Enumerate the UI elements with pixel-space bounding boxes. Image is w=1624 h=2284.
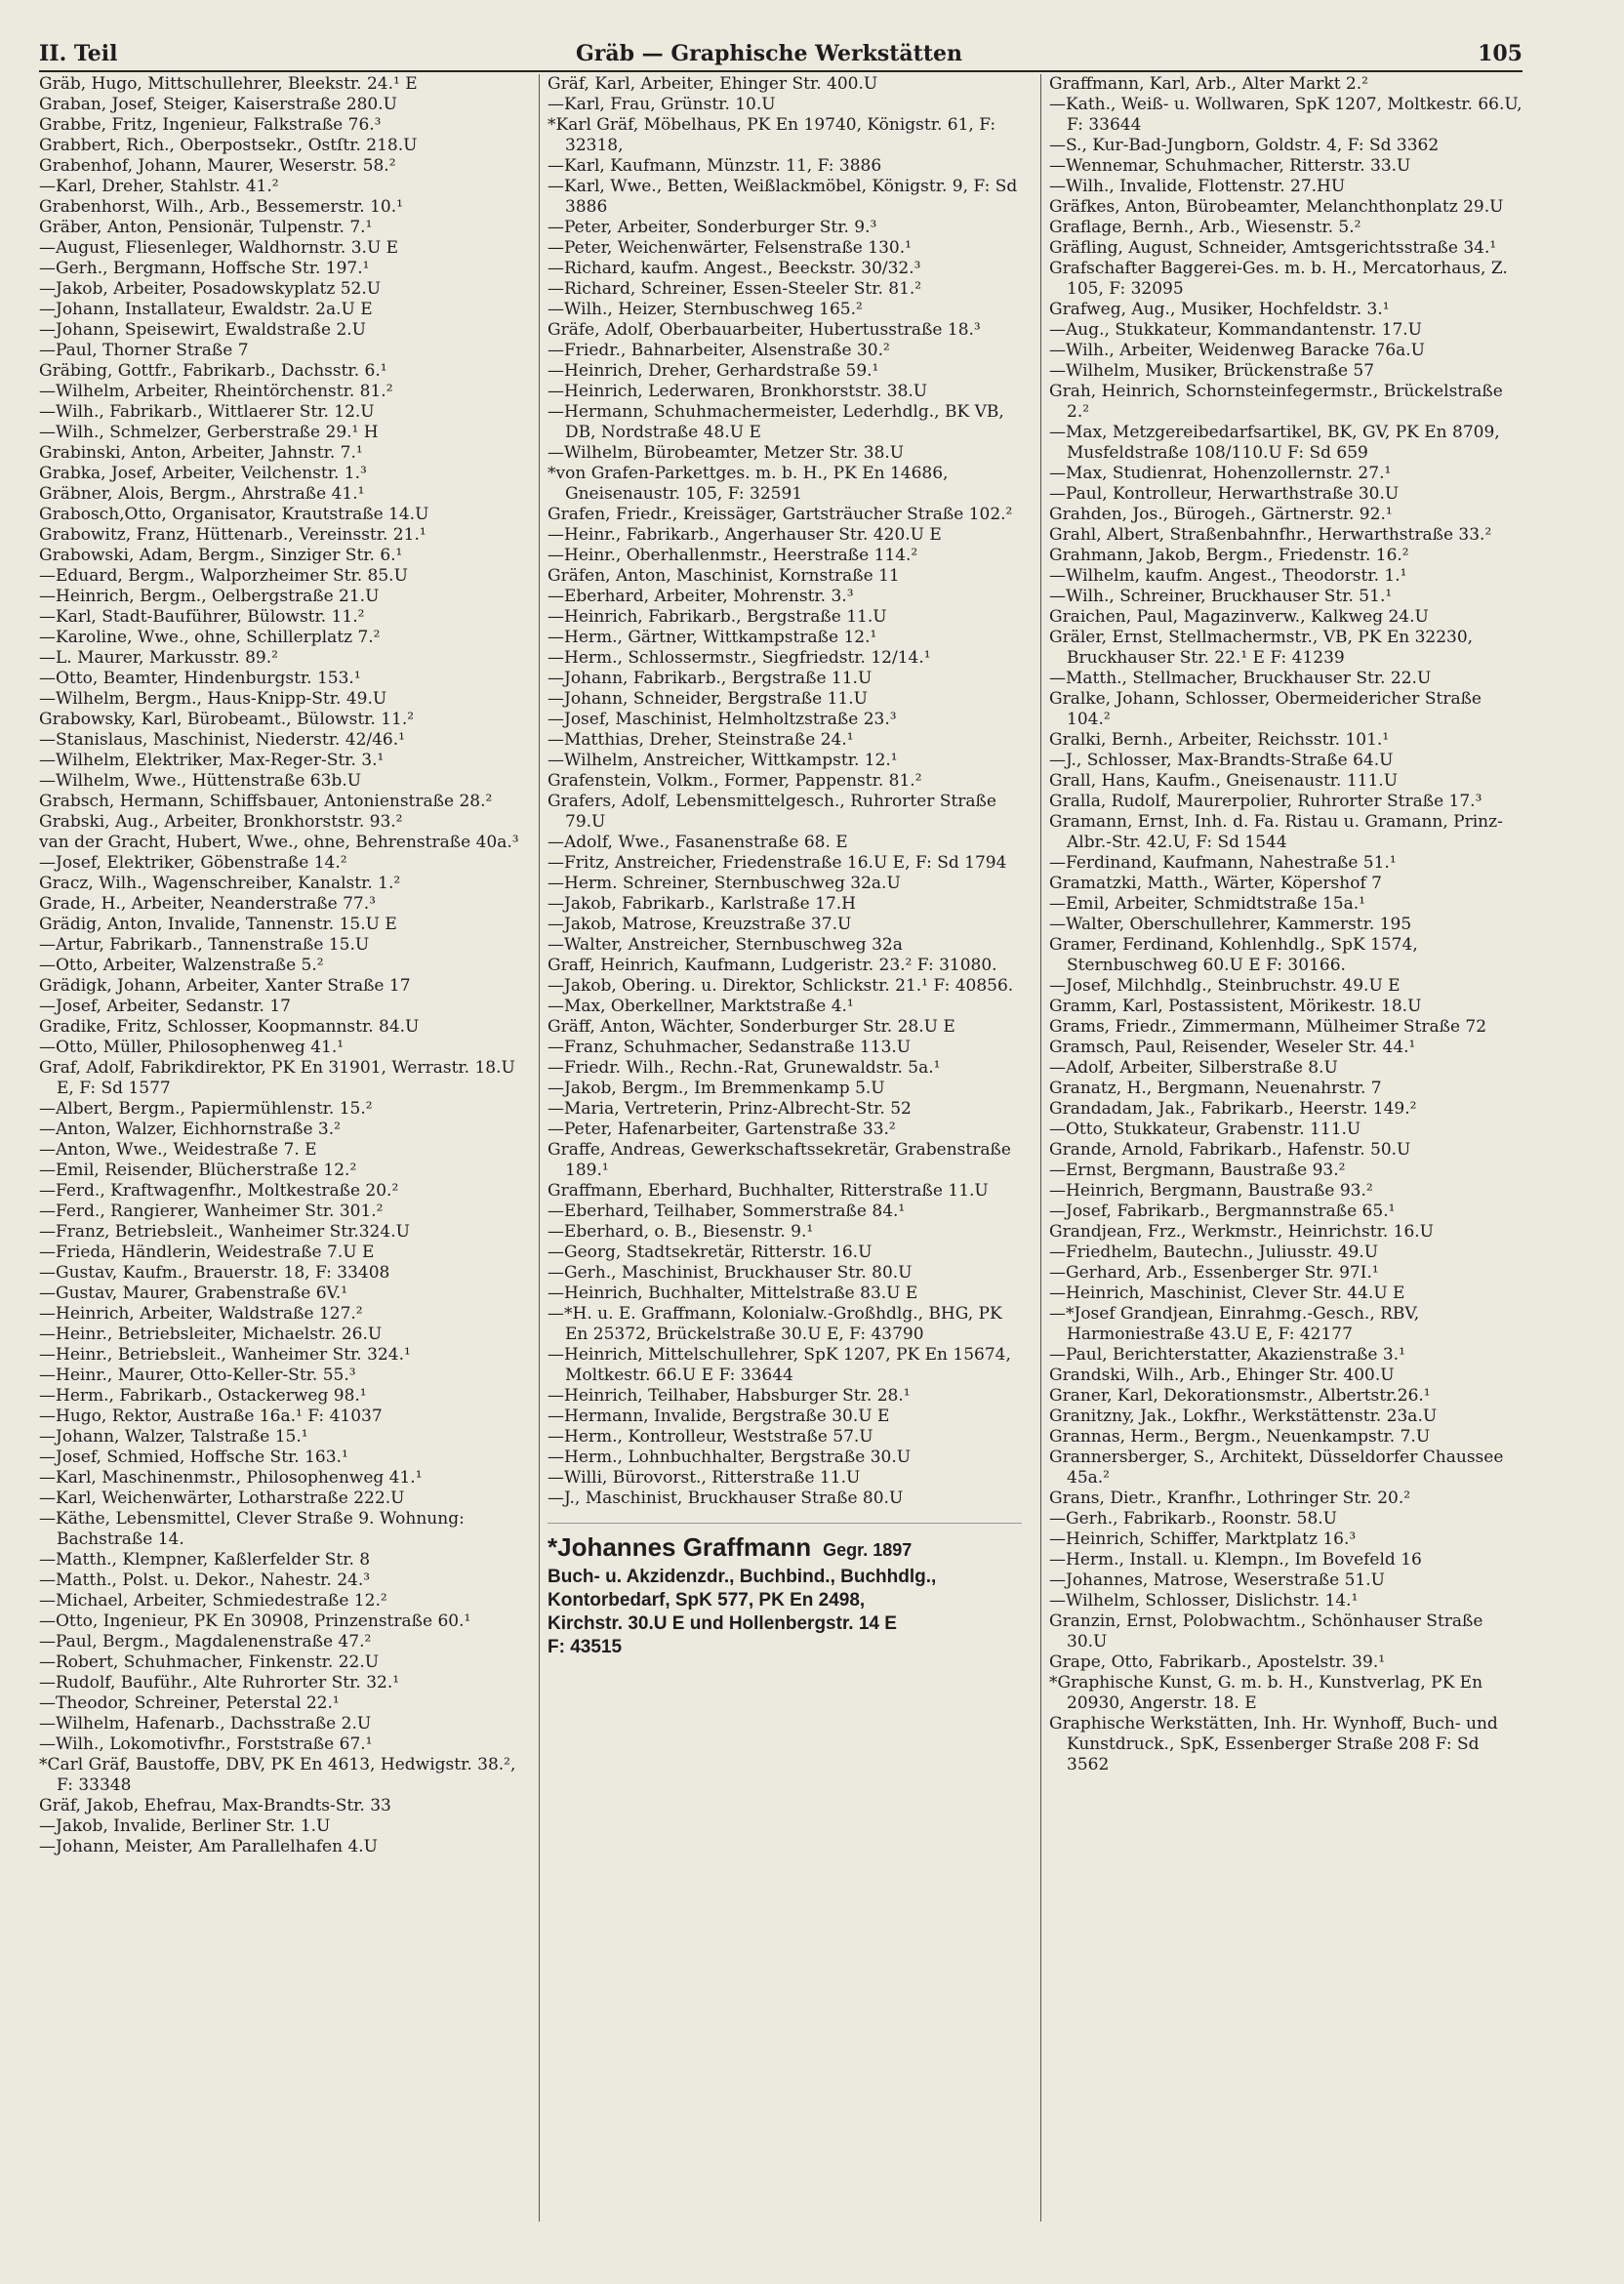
directory-entry: —Adolf, Wwe., Fasanenstraße 68. E <box>548 833 848 852</box>
directory-entry: Grandski, Wilh., Arb., Ehinger Str. 400.U <box>1049 1366 1395 1385</box>
directory-entry: —Eberhard, o. B., Biesenstr. 9.¹ <box>548 1222 814 1242</box>
directory-entry: Grahden, Jos., Bürogeh., Gärtnerstr. 92.¹ <box>1049 505 1393 524</box>
directory-entry: Grams, Friedr., Zimmermann, Mülheimer Straße 72 <box>1049 1017 1487 1037</box>
directory-entry: —Maria, Vertreterin, Prinz-Albrecht-Str. 52 <box>548 1099 912 1119</box>
directory-entry: —Karl, Kaufmann, Münzstr. 11, F: 3886 <box>548 156 882 176</box>
ad-line: Buch- u. Akzidenzdr., Buchbind., Buchhdlg., Kontorbedarf, SpK 577, PK En 2498, <box>548 1567 937 1611</box>
directory-entry: Grannersberger, S., Architekt, Düsseldorfer Chaussee 45a.² <box>1049 1448 1504 1488</box>
directory-entry: —Ernst, Bergmann, Baustraße 93.² <box>1049 1161 1346 1180</box>
directory-entry: Grabka, Josef, Arbeiter, Veilchenstr. 1.³ <box>39 464 367 483</box>
directory-entry: —Herm., Schlossermstr., Siegfriedstr. 12/14.¹ <box>548 648 931 668</box>
directory-entry: Gramm, Karl, Postassistent, Mörikestr. 18.U <box>1049 997 1422 1016</box>
directory-entry: —Peter, Weichenwärter, Felsenstraße 130.¹ <box>548 238 912 258</box>
directory-entry: —Wilhelm, kaufm. Angest., Theodorstr. 1.¹ <box>1049 566 1407 586</box>
directory-entry: Gräfling, August, Schneider, Amtsgerichtsstraße 34.¹ <box>1049 238 1497 258</box>
directory-entry: —Heinr., Oberhallenmstr., Heerstraße 114.² <box>548 546 918 565</box>
directory-entry: —Karl, Dreher, Stahlstr. 41.² <box>39 177 279 196</box>
directory-entry: —Wilhelm, Arbeiter, Rheintörchenstr. 81.² <box>39 382 393 401</box>
directory-entry: Grabski, Aug., Arbeiter, Bronkhorststr. 93.² <box>39 812 403 832</box>
directory-entry: Grabowitz, Franz, Hüttenarb., Vereinsstr. 21.¹ <box>39 525 426 545</box>
directory-entry: —Heinrich, Buchhalter, Mittelstraße 83.U E <box>548 1284 918 1303</box>
directory-entry: —Heinr., Betriebsleiter, Michaelstr. 26.U <box>39 1325 383 1344</box>
directory-entry: —Eberhard, Teilhaber, Sommerstraße 84.¹ <box>548 1202 906 1221</box>
directory-entry: —Matth., Klempner, Kaßlerfelder Str. 8 <box>39 1550 371 1570</box>
directory-entry: Graichen, Paul, Magazinverw., Kalkweg 24.U <box>1049 607 1429 627</box>
directory-entry: Grädig, Anton, Invalide, Tannenstr. 15.U E <box>39 915 397 934</box>
directory-entry: Graff, Heinrich, Kaufmann, Ludgeristr. 23.² F: 31080. <box>548 956 997 975</box>
directory-entry: —Adolf, Arbeiter, Silberstraße 8.U <box>1049 1058 1338 1078</box>
directory-entry: —Gustav, Kaufm., Brauerstr. 18, F: 33408 <box>39 1263 390 1283</box>
directory-entry: Grandadam, Jak., Fabrikarb., Heerstr. 149.² <box>1049 1099 1417 1119</box>
directory-entry: Graflage, Bernh., Arb., Wiesenstr. 5.² <box>1049 218 1361 237</box>
directory-entry: —Karl, Maschinenmstr., Philosophenweg 41.¹ <box>39 1468 423 1488</box>
directory-entry: —Otto, Müller, Philosophenweg 41.¹ <box>39 1038 345 1057</box>
directory-entry: Grahl, Albert, Straßenbahnfhr., Herwarthstraße 33.² <box>1049 525 1492 545</box>
directory-entry: Grande, Arnold, Fabrikarb., Hafenstr. 50.U <box>1049 1140 1411 1160</box>
directory-entry: —Johann, Walzer, Talstraße 15.¹ <box>39 1427 308 1447</box>
directory-entry: Grans, Dietr., Kranfhr., Lothringer Str. 20.² <box>1049 1489 1411 1508</box>
directory-entry: —Franz, Schuhmacher, Sedanstraße 113.U <box>548 1038 912 1057</box>
directory-entry: —Otto, Ingenieur, PK En 30908, Prinzenstraße 60.¹ <box>39 1611 471 1631</box>
directory-entry: —Wilhelm, Bergm., Haus-Knipp-Str. 49.U <box>39 689 387 709</box>
directory-entry: Granzin, Ernst, Polobwachtm., Schönhauser Straße 30.U <box>1049 1611 1483 1652</box>
directory-entry: —Heinrich, Bergmann, Baustraße 93.² <box>1049 1181 1373 1201</box>
directory-entry: Grafenstein, Volkm., Former, Pappenstr. 81.² <box>548 771 922 791</box>
directory-entry: —Herm. Schreiner, Sternbuschweg 32a.U <box>548 874 901 893</box>
directory-entry: —Heinrich, Maschinist, Clever Str. 44.U E <box>1049 1284 1405 1303</box>
directory-entry: —Wilh., Schmelzer, Gerberstraße 29.¹ H <box>39 423 379 442</box>
directory-entry: —Gerh., Maschinist, Bruckhauser Str. 80.U <box>548 1263 913 1283</box>
directory-entry: —Heinr., Fabrikarb., Angerhauser Str. 420.U E <box>548 525 942 545</box>
directory-entry: —Peter, Hafenarbeiter, Gartenstraße 33.² <box>548 1120 896 1139</box>
directory-entry: —Wilh., Lokomotivfhr., Forststraße 67.¹ <box>39 1734 373 1754</box>
directory-entry: Grafen, Friedr., Kreissäger, Gartsträucher Straße 102.² <box>548 505 1013 524</box>
directory-entry: —Eduard, Bergm., Walporzheimer Str. 85.U <box>39 566 408 586</box>
directory-entry: —Wilhelm, Musiker, Brückenstraße 57 <box>1049 361 1375 381</box>
directory-entry: —Emil, Reisender, Blücherstraße 12.² <box>39 1161 357 1180</box>
directory-entry: *Graphische Kunst, G. m. b. H., Kunstverlag, PK En 20930, Angerstr. 18. E <box>1049 1673 1483 1713</box>
directory-entry: Grabinski, Anton, Arbeiter, Jahnstr. 7.¹ <box>39 443 363 463</box>
directory-entry: Grabsch, Hermann, Schiffsbauer, Antonienstraße 28.² <box>39 792 493 811</box>
directory-entry: —Wilhelm, Wwe., Hüttenstraße 63b.U <box>39 771 362 791</box>
directory-entry: —Paul, Kontrolleur, Herwarthstraße 30.U <box>1049 484 1400 504</box>
directory-entry: —Otto, Arbeiter, Walzenstraße 5.² <box>39 956 324 975</box>
directory-entry: Gräfkes, Anton, Bürobeamter, Melanchthonplatz 29.U <box>1049 197 1504 217</box>
directory-entry: —Paul, Bergm., Magdalenenstraße 47.² <box>39 1632 372 1652</box>
directory-entry: —Wilh., Schreiner, Bruckhauser Str. 51.¹ <box>1049 587 1393 606</box>
directory-entry: Gräb, Hugo, Mittschullehrer, Bleekstr. 24.¹ E <box>39 74 418 94</box>
directory-entry: —Gustav, Maurer, Grabenstraße 6V.¹ <box>39 1284 348 1303</box>
directory-entry: Graf, Adolf, Fabrikdirektor, PK En 31901, Werrastr. 18.U E, F: Sd 1577 <box>39 1058 515 1098</box>
directory-entry: —Jakob, Obering. u. Direktor, Schlickstr. 21.¹ F: 40856. <box>548 976 1014 996</box>
directory-entry: —Josef, Maschinist, Helmholtzstraße 23.³ <box>548 710 897 729</box>
directory-entry: —Max, Oberkellner, Marktstraße 4.¹ <box>548 997 854 1016</box>
directory-entry: —Fritz, Anstreicher, Friedenstraße 16.U E, F: Sd 1794 <box>548 853 1007 873</box>
directory-entry: —Ferd., Kraftwagenfhr., Moltkestraße 20.² <box>39 1181 399 1201</box>
directory-entry: —Johann, Schneider, Bergstraße 11.U <box>548 689 868 709</box>
directory-entry: —Paul, Berichterstatter, Akazienstraße 3.¹ <box>1049 1345 1405 1365</box>
directory-entry: Grape, Otto, Fabrikarb., Apostelstr. 39.¹ <box>1049 1652 1386 1672</box>
directory-entry: —Heinrich, Schiffer, Marktplatz 16.³ <box>1049 1529 1357 1549</box>
directory-entry: —Albert, Bergm., Papiermühlenstr. 15.² <box>39 1099 373 1119</box>
directory-entry: —Franz, Betriebsleit., Wanheimer Str.324.U <box>39 1222 410 1242</box>
directory-entry: —Jakob, Fabrikarb., Karlstraße 17.H <box>548 894 856 914</box>
directory-entry: —Heinr., Maurer, Otto-Keller-Str. 55.³ <box>39 1366 356 1385</box>
directory-entry: Gradike, Fritz, Schlosser, Koopmannstr. 84.U <box>39 1017 420 1037</box>
directory-entry: —Robert, Schuhmacher, Finkenstr. 22.U <box>39 1652 380 1672</box>
directory-entry: Granitzny, Jak., Lokfhr., Werkstättenstr. 23a.U <box>1049 1407 1438 1426</box>
directory-entry: Graffmann, Eberhard, Buchhalter, Ritterstraße 11.U <box>548 1181 989 1201</box>
directory-entry: van der Gracht, Hubert, Wwe., ohne, Behrenstraße 40a.³ <box>39 833 519 852</box>
directory-entry: Gräler, Ernst, Stellmachermstr., VB, PK En 32230, Bruckhauser Str. 22.¹ E F: 41239 <box>1049 628 1474 668</box>
directory-entry: —Karl, Stadt-Bauführer, Bülowstr. 11.² <box>39 607 365 627</box>
directory-entry: —Willi, Bürovorst., Ritterstraße 11.U <box>548 1468 861 1488</box>
directory-entry: Graffmann, Karl, Arb., Alter Markt 2.² <box>1049 74 1368 94</box>
directory-entry: —Otto, Stukkateur, Grabenstr. 111.U <box>1049 1120 1361 1139</box>
directory-entry: —Wilhelm, Elektriker, Max-Reger-Str. 3.¹ <box>39 751 385 770</box>
directory-entry: Grabbe, Fritz, Ingenieur, Falkstraße 76.³ <box>39 115 382 135</box>
column-1 <box>39 74 519 2222</box>
directory-entry: —Wilh., Fabrikarb., Wittlaerer Str. 12.U <box>39 402 375 422</box>
directory-entry: —Josef, Schmied, Hoffsche Str. 163.¹ <box>39 1448 348 1467</box>
directory-entry: Gramer, Ferdinand, Kohlenhdlg., SpK 1574, Sternbuschweg 60.U E F: 30166. <box>1049 935 1418 975</box>
directory-entry: —Heinrich, Fabrikarb., Bergstraße 11.U <box>548 607 887 627</box>
directory-entry: —*H. u. E. Graffmann, Kolonialw.-Großhdlg., BHG, PK En 25372, Brückelstraße 30.U E, F: 43790 <box>548 1304 1002 1344</box>
running-title: Gräb — Graphische Werkstätten <box>576 41 962 66</box>
directory-entry: Grandjean, Frz., Werkmstr., Heinrichstr. 16.U <box>1049 1222 1434 1242</box>
directory-entry: —Heinrich, Bergm., Oelbergstraße 21.U <box>39 587 380 606</box>
directory-entry: Gräf, Karl, Arbeiter, Ehinger Str. 400.U <box>548 74 878 94</box>
directory-entry: Gramann, Ernst, Inh. d. Fa. Ristau u. Gramann, Prinz-Albr.-Str. 42.U, F: Sd 1544 <box>1049 812 1503 852</box>
directory-entry: —Paul, Thorner Straße 7 <box>39 341 249 360</box>
ad-title: *Johannes Graffmann <box>548 1532 812 1562</box>
directory-entry: —Michael, Arbeiter, Schmiedestraße 12.² <box>39 1591 387 1611</box>
directory-entry: —Wilh., Arbeiter, Weidenweg Baracke 76a.U <box>1049 341 1425 360</box>
directory-entry: —Jakob, Matrose, Kreuzstraße 37.U <box>548 915 852 934</box>
directory-entry: —Richard, kaufm. Angest., Beeckstr. 30/32.³ <box>548 259 921 278</box>
directory-entry: —Heinrich, Teilhaber, Habsburger Str. 28.¹ <box>548 1386 911 1406</box>
directory-entry: —Jakob, Invalide, Berliner Str. 1.U <box>39 1816 331 1836</box>
directory-entry: Grabenhorst, Wilh., Arb., Bessemerstr. 10.¹ <box>39 197 403 217</box>
directory-entry: —Jakob, Arbeiter, Posadowskyplatz 52.U <box>39 279 382 299</box>
directory-entry: —Wilh., Invalide, Flottenstr. 27.HU <box>1049 177 1346 196</box>
directory-entry: —Josef, Elektriker, Göbenstraße 14.² <box>39 853 347 873</box>
directory-entry: —S., Kur-Bad-Jungborn, Goldstr. 4, F: Sd 3362 <box>1049 136 1440 155</box>
directory-entry: —Friedhelm, Bautechn., Juliusstr. 49.U <box>1049 1243 1379 1262</box>
directory-entry: Graban, Josef, Steiger, Kaiserstraße 280.U <box>39 95 397 114</box>
directory-entry: Grädigk, Johann, Arbeiter, Xanter Straße 17 <box>39 976 411 996</box>
page-header <box>39 41 1522 72</box>
directory-entry: —Josef, Fabrikarb., Bergmannstraße 65.¹ <box>1049 1202 1396 1221</box>
directory-entry: —Matth., Polst. u. Dekor., Nahestr. 24.³ <box>39 1570 371 1590</box>
directory-entry: —Hugo, Rektor, Austraße 16a.¹ F: 41037 <box>39 1407 383 1426</box>
directory-entry: —Gerh., Fabrikarb., Roonstr. 58.U <box>1049 1509 1338 1529</box>
directory-entry: —Walter, Anstreicher, Sternbuschweg 32a <box>548 935 903 955</box>
directory-entry: —Stanislaus, Maschinist, Niederstr. 42/46.¹ <box>39 730 405 750</box>
directory-entry: —Aug., Stukkateur, Kommandantenstr. 17.U <box>1049 320 1422 340</box>
directory-entry: —Herm., Install. u. Klempn., Im Bovefeld 16 <box>1049 1550 1422 1570</box>
directory-entry: —Anton, Walzer, Eichhornstraße 3.² <box>39 1120 341 1139</box>
directory-entry: Gracz, Wilh., Wagenschreiber, Kanalstr. 1.² <box>39 874 401 893</box>
directory-entry: Gräber, Anton, Pensionär, Tulpenstr. 7.¹ <box>39 218 373 237</box>
directory-entry: —August, Fliesenleger, Waldhornstr. 3.U E <box>39 238 399 258</box>
directory-entry: —Frieda, Händlerin, Weidestraße 7.U E <box>39 1243 375 1262</box>
directory-entry: —Jakob, Bergm., Im Bremmenkamp 5.U <box>548 1079 885 1098</box>
directory-entry: —Otto, Beamter, Hindenburgstr. 153.¹ <box>39 669 361 688</box>
directory-entry: Grall, Hans, Kaufm., Gneisenaustr. 111.U <box>1049 771 1399 791</box>
advertisement <box>548 1523 1022 1659</box>
directory-entry: —Wennemar, Schuhmacher, Ritterstr. 33.U <box>1049 156 1411 176</box>
directory-entry: Graphische Werkstätten, Inh. Hr. Wynhoff, Buch- und Kunstdruck., SpK, Essenberger Straße 208 F: Sd 3562 <box>1049 1714 1498 1774</box>
directory-entry: —Walter, Oberschullehrer, Kammerstr. 195 <box>1049 915 1412 934</box>
directory-entry: —Heinrich, Lederwaren, Bronkhorststr. 38.U <box>548 382 928 401</box>
directory-entry: —Wilhelm, Anstreicher, Wittkampstr. 12.¹ <box>548 751 898 770</box>
directory-entry: —Wilhelm, Hafenarb., Dachsstraße 2.U <box>39 1714 372 1733</box>
directory-entry: —Matth., Stellmacher, Bruckhauser Str. 22.U <box>1049 669 1432 688</box>
directory-entry: —Matthias, Dreher, Steinstraße 24.¹ <box>548 730 854 750</box>
directory-entry: Graffe, Andreas, Gewerkschaftssekretär, Grabenstraße 189.¹ <box>548 1140 1011 1180</box>
directory-entry: —Ferd., Rangierer, Wanheimer Str. 301.² <box>39 1202 384 1221</box>
directory-entry: —Johannes, Matrose, Weserstraße 51.U <box>1049 1570 1386 1590</box>
directory-entry: —Käthe, Lebensmittel, Clever Straße 9. Wohnung: Bachstraße 14. <box>39 1509 465 1549</box>
directory-entry: —J., Schlosser, Max-Brandts-Straße 64.U <box>1049 751 1394 770</box>
directory-entry: Grabowski, Adam, Bergm., Sinziger Str. 6.¹ <box>39 546 403 565</box>
directory-entry: Gralla, Rudolf, Maurerpolier, Ruhrorter Straße 17.³ <box>1049 792 1482 811</box>
directory-entry: —Gerh., Bergmann, Hoffsche Str. 197.¹ <box>39 259 370 278</box>
directory-entry: —Hermann, Schuhmachermeister, Lederhdlg., BK VB, DB, Nordstraße 48.U E <box>548 402 1004 442</box>
directory-entry: —Herm., Kontrolleur, Weststraße 57.U <box>548 1427 873 1447</box>
directory-entry: —Wilh., Heizer, Sternbuschweg 165.² <box>548 300 863 319</box>
directory-entry: *Carl Gräf, Baustoffe, DBV, PK En 4613, Hedwigstr. 38.², F: 33348 <box>39 1755 516 1795</box>
directory-entry: Gräf, Jakob, Ehefrau, Max-Brandts-Str. 33 <box>39 1796 391 1815</box>
directory-entry: Gräbing, Gottfr., Fabrikarb., Dachsstr. 6.¹ <box>39 361 387 381</box>
directory-entry: —Gerhard, Arb., Essenberger Str. 97I.¹ <box>1049 1263 1379 1283</box>
directory-entry: —Heinrich, Arbeiter, Waldstraße 127.² <box>39 1304 363 1324</box>
directory-entry: —Wilhelm, Schlosser, Dislichstr. 14.¹ <box>1049 1591 1359 1611</box>
directory-entry: Gramatzki, Matth., Wärter, Köpershof 7 <box>1049 874 1382 893</box>
directory-entry: —Rudolf, Bauführ., Alte Ruhrorter Str. 32.¹ <box>39 1673 400 1693</box>
directory-entry: Grannas, Herm., Bergm., Neuenkampstr. 7.U <box>1049 1427 1431 1447</box>
page-number: 105 <box>1478 41 1522 66</box>
directory-entry: —Karl, Frau, Grünstr. 10.U <box>548 95 776 114</box>
directory-entry: —Peter, Arbeiter, Sonderburger Str. 9.³ <box>548 218 877 237</box>
directory-entry: —Johann, Installateur, Ewaldstr. 2a.U E <box>39 300 373 319</box>
directory-entry: Grabosch,Otto, Organisator, Krautstraße 14.U <box>39 505 429 524</box>
directory-entry: —L. Maurer, Markusstr. 89.² <box>39 648 278 668</box>
directory-entry: —Johann, Fabrikarb., Bergstraße 11.U <box>548 669 873 688</box>
directory-entry: Grabowsky, Karl, Bürobeamt., Bülowstr. 11.² <box>39 710 415 729</box>
directory-entry: —Richard, Schreiner, Essen-Steeler Str. 81.² <box>548 279 922 299</box>
directory-entry: —Georg, Stadtsekretär, Ritterstr. 16.U <box>548 1243 873 1262</box>
directory-entry: Grabenhof, Johann, Maurer, Weserstr. 58.² <box>39 156 396 176</box>
directory-entry: Grade, H., Arbeiter, Neanderstraße 77.³ <box>39 894 376 914</box>
directory-entry: Grafweg, Aug., Musiker, Hochfeldstr. 3.¹ <box>1049 300 1390 319</box>
directory-entry: —Karl, Weichenwärter, Lotharstraße 222.U <box>39 1489 405 1508</box>
directory-entry: —Friedr., Bahnarbeiter, Alsenstraße 30.² <box>548 341 890 360</box>
directory-entry: —Eberhard, Arbeiter, Mohrenstr. 3.³ <box>548 587 854 606</box>
directory-entry: —*Josef Grandjean, Einrahmg.-Gesch., RBV, Harmoniestraße 43.U E, F: 42177 <box>1049 1304 1420 1344</box>
directory-entry: —Anton, Wwe., Weidestraße 7. E <box>39 1140 317 1160</box>
directory-entry: —Josef, Milchhdlg., Steinbruchstr. 49.U E <box>1049 976 1401 996</box>
directory-entry: —Johann, Speisewirt, Ewaldstraße 2.U <box>39 320 367 340</box>
ad-line: F: 43515 <box>548 1637 623 1657</box>
directory-entry: —Wilhelm, Bürobeamter, Metzer Str. 38.U <box>548 443 905 463</box>
directory-entry: Grah, Heinrich, Schornsteinfegermstr., Brückelstraße 2.² <box>1049 382 1503 422</box>
directory-entry: —Heinr., Betriebsleit., Wanheimer Str. 324.¹ <box>39 1345 411 1365</box>
ad-founded: Gegr. 1897 <box>823 1540 913 1560</box>
directory-entry: —J., Maschinist, Bruckhauser Straße 80.U <box>548 1489 904 1508</box>
column-3 <box>1040 74 1523 2222</box>
directory-entry: —Kath., Weiß- u. Wollwaren, SpK 1207, Moltkestr. 66.U, F: 33644 <box>1049 95 1522 135</box>
part-label: II. Teil <box>39 41 118 66</box>
directory-entry: —Max, Studienrat, Hohenzollernstr. 27.¹ <box>1049 464 1392 483</box>
directory-entry: —Artur, Fabrikarb., Tannenstraße 15.U <box>39 935 370 955</box>
directory-entry: —Johann, Meister, Am Parallelhafen 4.U <box>39 1837 379 1856</box>
directory-entry: —Karl, Wwe., Betten, Weißlackmöbel, Königstr. 9, F: Sd 3886 <box>548 177 1018 217</box>
directory-entry: —Friedr. Wilh., Rechn.-Rat, Grunewaldstr. 5a.¹ <box>548 1058 941 1078</box>
directory-entry: —Heinrich, Mittelschullehrer, SpK 1207, PK En 15674, Moltkestr. 66.U E F: 33644 <box>548 1345 1011 1385</box>
directory-entry: Graner, Karl, Dekorationsmstr., Albertstr.26.¹ <box>1049 1386 1431 1406</box>
directory-entry: —Ferdinand, Kaufmann, Nahestraße 51.¹ <box>1049 853 1397 873</box>
directory-entry: Grahmann, Jakob, Bergm., Friedenstr. 16.² <box>1049 546 1409 565</box>
directory-entry: Gräfen, Anton, Maschinist, Kornstraße 11 <box>548 566 900 586</box>
directory-entry: Gräff, Anton, Wächter, Sonderburger Str. 28.U E <box>548 1017 955 1037</box>
directory-entry: Granatz, H., Bergmann, Neuenahrstr. 7 <box>1049 1079 1382 1098</box>
directory-entry: Grabbert, Rich., Oberpostsekr., Ostſtr. 218.U <box>39 136 418 155</box>
directory-entry: —Josef, Arbeiter, Sedanstr. 17 <box>39 997 291 1016</box>
directory-entry: Grafschafter Baggerei-Ges. m. b. H., Mercatorhaus, Z. 105, F: 32095 <box>1049 259 1508 299</box>
directory-entry: Gralki, Bernh., Arbeiter, Reichsstr. 101.¹ <box>1049 730 1390 750</box>
directory-entry: Gräbner, Alois, Bergm., Ahrstraße 41.¹ <box>39 484 365 504</box>
directory-entry: *von Grafen-Parkettges. m. b. H., PK En 14686, Gneisenaustr. 105, F: 32591 <box>548 464 949 504</box>
directory-entry: —Hermann, Invalide, Bergstraße 30.U E <box>548 1407 890 1426</box>
directory-entry: —Heinrich, Dreher, Gerhardstraße 59.¹ <box>548 361 879 381</box>
directory-entry: —Karoline, Wwe., ohne, Schillerplatz 7.² <box>39 628 381 647</box>
directory-entry: Gralke, Johann, Schlosser, Obermeidericher Straße 104.² <box>1049 689 1482 729</box>
directory-entry: —Emil, Arbeiter, Schmidtstraße 15a.¹ <box>1049 894 1365 914</box>
directory-entry: Grafers, Adolf, Lebensmittelgesch., Ruhrorter Straße 79.U <box>548 792 996 832</box>
directory-entry: —Max, Metzgereibedarfsartikel, BK, GV, PK En 8709, Musfeldstraße 108/110.U F: Sd 659 <box>1049 423 1500 463</box>
ad-header <box>548 1531 1022 1566</box>
column-2 <box>539 74 1022 2222</box>
ad-line: Kirchstr. 30.U E und Hollenbergstr. 14 E <box>548 1613 897 1634</box>
directory-entry: —Herm., Fabrikarb., Ostackerweg 98.¹ <box>39 1386 367 1406</box>
directory-entry: Gräfe, Adolf, Oberbauarbeiter, Hubertusstraße 18.³ <box>548 320 981 340</box>
directory-entry: *Karl Gräf, Möbelhaus, PK En 19740, Königstr. 61, F: 32318, <box>548 115 996 155</box>
directory-entry: Gramsch, Paul, Reisender, Weseler Str. 44.¹ <box>1049 1038 1416 1057</box>
directory-entry: —Herm., Lohnbuchhalter, Bergstraße 30.U <box>548 1448 912 1467</box>
directory-entry: —Theodor, Schreiner, Peterstal 22.¹ <box>39 1693 340 1713</box>
directory-entry: —Herm., Gärtner, Wittkampstraße 12.¹ <box>548 628 877 647</box>
